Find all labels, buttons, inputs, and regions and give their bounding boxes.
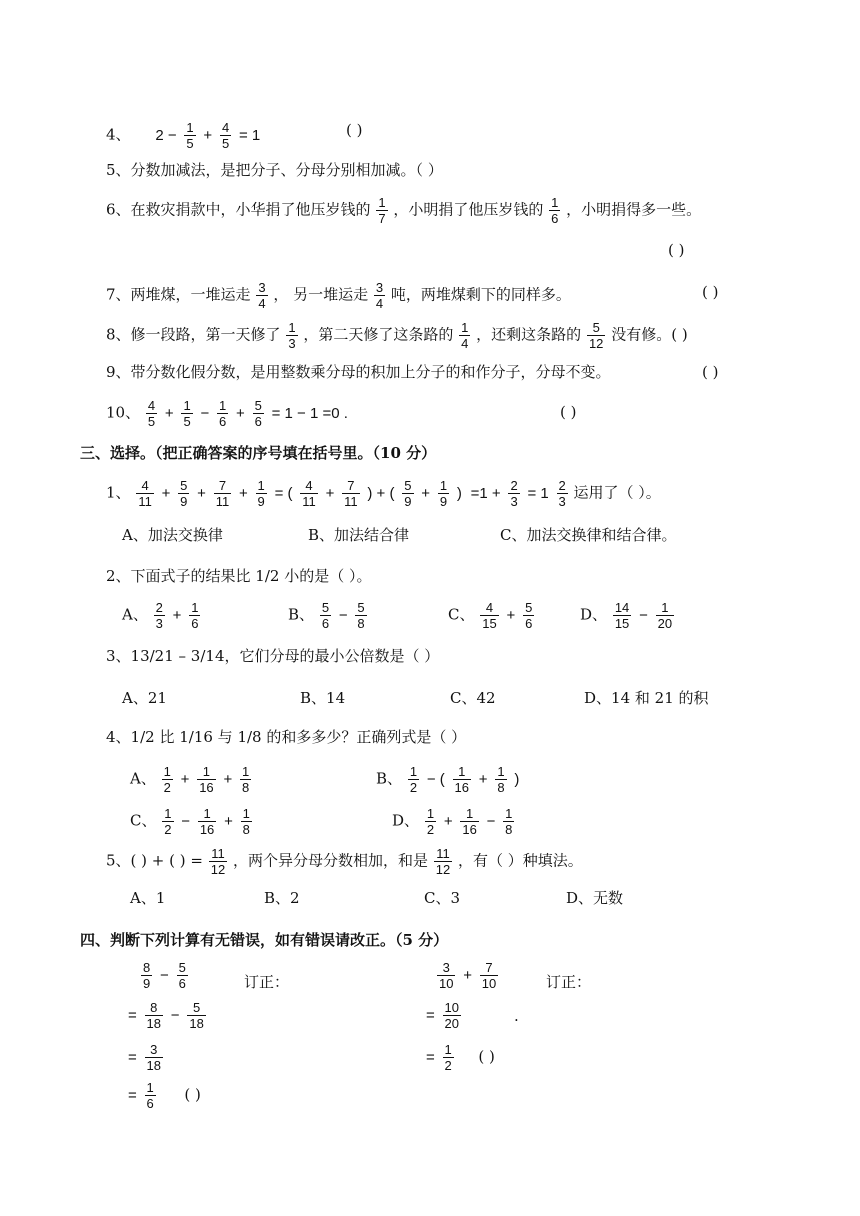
option-c[interactable]: C、 $\frac{1}{2}$ − $\frac{1}{16}$ + $\frac{1}{8}$ xyxy=(130,806,250,837)
calc-left-row2: = $\frac{8}{18}$ − $\frac{5}{18}$ xyxy=(128,1000,204,1031)
choice-q5: 5、( ) + ( ) = $\frac{11}{12}$ ，两个异分母分数相加，和是 $\frac{11}{12}$ ，有（ ）种填法。 xyxy=(106,846,583,877)
option-b[interactable]: B、加法结合律 xyxy=(308,526,410,544)
correction-label: 订正： xyxy=(546,973,592,991)
option-d[interactable]: D、14 和 21 的积 xyxy=(584,689,709,707)
choice-q2: 2、下面式子的结果比 1/2 小的是（ ）。 xyxy=(106,567,372,585)
calc-left-row4: = $\frac{1}{6}$ ( ) xyxy=(128,1080,201,1111)
stray-dot: . xyxy=(514,1007,519,1025)
answer-paren[interactable]: ( ) xyxy=(184,1085,201,1104)
option-d[interactable]: D、 $\frac{14}{15}$ − $\frac{1}{20}$ xyxy=(580,600,673,631)
judge-q4: 4、 2 − $\frac{1}{5}$ + $\frac{4}{5}$ = 1 xyxy=(106,120,261,151)
option-b[interactable]: B、 $\frac{1}{2}$ − ( $\frac{1}{16}$ + $\frac{1}{8}$ ) xyxy=(376,764,520,795)
answer-paren[interactable]: ( ) xyxy=(346,121,363,139)
calc-right-row2: = $\frac{10}{20}$ xyxy=(426,1000,460,1031)
option-b[interactable]: B、14 xyxy=(300,689,346,707)
section-heading: 三、选择。（把正确答案的序号填在括号里。（10 分） xyxy=(80,444,437,462)
choice-q3: 3、13/21 – 3/14，它们分母的最小公倍数是（ ） xyxy=(106,647,440,665)
answer-paren[interactable]: ( ) xyxy=(702,283,719,301)
calc-right-row1: $\frac{3}{10}$ + $\frac{7}{10}$ xyxy=(439,960,497,991)
section-heading: 四、判断下列计算有无错误，如有错误请改正。（5 分） xyxy=(80,931,449,949)
judge-q5: 5、分数加减法，是把分子、分母分别相加减。（ ） xyxy=(106,161,443,179)
option-c[interactable]: C、 $\frac{4}{15}$ + $\frac{5}{6}$ xyxy=(448,600,533,631)
option-c[interactable]: C、加法交换律和结合律。 xyxy=(500,526,677,544)
option-c[interactable]: C、42 xyxy=(450,689,496,707)
correction-label: 订正： xyxy=(244,973,290,991)
choice-q1: 1、 $\frac{4}{11}$ + $\frac{5}{9}$ + $\frac{7}{11}$ + $\frac{1}{9}$ = ( $\frac{4}{11}$ + $\frac{7}{11}$ ) + ( $\frac{5}{9}$ + $\frac{1}{9}$ ) =1 + $\frac{2}{3}$ = 1 $\frac{2}{3}$ 运用了（ ）。 xyxy=(106,478,661,509)
answer-paren[interactable]: ( ) xyxy=(478,1047,495,1066)
judge-q8: 8、修一段路，第一天修了 $\frac{1}{3}$ ，第二天修了这条路的 $\frac{1}{4}$ ，还剩这条路的 $\frac{5}{12}$ 没有修。( ) xyxy=(106,320,688,351)
choice-q4: 4、1/2 比 1/16 与 1/8 的和多多少？正确列式是（ ） xyxy=(106,728,467,746)
option-b[interactable]: B、 $\frac{5}{6}$ − $\frac{5}{8}$ xyxy=(288,600,365,631)
option-c[interactable]: C、3 xyxy=(424,889,461,907)
calc-right-row3: = $\frac{1}{2}$ ( ) xyxy=(426,1042,495,1073)
option-a[interactable]: A、 $\frac{2}{3}$ + $\frac{1}{6}$ xyxy=(122,600,199,631)
option-a[interactable]: A、 $\frac{1}{2}$ + $\frac{1}{16}$ + $\frac{1}{8}$ xyxy=(130,764,250,795)
option-b[interactable]: B、2 xyxy=(264,889,300,907)
option-d[interactable]: D、 $\frac{1}{2}$ + $\frac{1}{16}$ − $\frac{1}{8}$ xyxy=(392,806,513,837)
option-a[interactable]: A、21 xyxy=(122,689,167,707)
judge-q10: 10、 $\frac{4}{5}$ + $\frac{1}{5}$ − $\frac{1}{6}$ + $\frac{5}{6}$ = 1 − 1 =0 . xyxy=(106,398,348,429)
judge-q6: 6、在救灾捐款中，小华捐了他压岁钱的 $\frac{1}{7}$ ，小明捐了他压岁钱的 $\frac{1}{6}$ ，小明捐得多一些。 xyxy=(106,195,702,226)
option-a[interactable]: A、1 xyxy=(130,889,166,907)
judge-q9: 9、带分数化假分数，是用整数乘分母的积加上分子的和作分子，分母不变。 xyxy=(106,363,611,381)
judge-q7: 7、两堆煤，一堆运走 $\frac{3}{4}$ ， 另一堆运走 $\frac{3}{4}$ 吨，两堆煤剩下的同样多。 xyxy=(106,280,571,311)
calc-left-row1: $\frac{8}{9}$ − $\frac{5}{6}$ xyxy=(143,960,186,991)
answer-paren[interactable]: ( ) xyxy=(668,241,685,259)
option-a[interactable]: A、加法交换律 xyxy=(122,526,223,544)
answer-paren[interactable]: ( ) xyxy=(560,403,577,421)
answer-paren[interactable]: ( ) xyxy=(702,363,719,381)
option-d[interactable]: D、无数 xyxy=(566,889,624,907)
calc-left-row3: = $\frac{3}{18}$ xyxy=(128,1042,162,1073)
